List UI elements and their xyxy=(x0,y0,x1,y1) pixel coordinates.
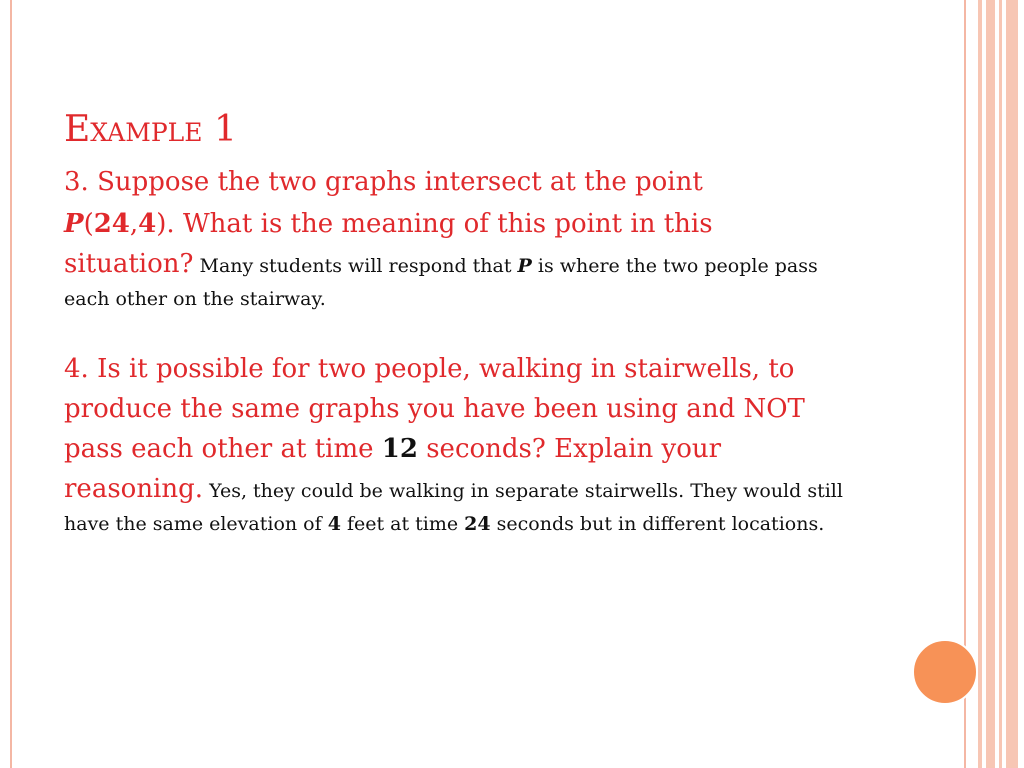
question-3-rest: . What is the meaning of this point in this xyxy=(166,209,713,239)
slide-content xyxy=(64,108,864,540)
comma: , xyxy=(129,209,139,239)
slide-title: Example 1 xyxy=(64,109,237,150)
answer-4-time: 24 xyxy=(464,513,491,535)
answer-4-part-c: seconds but in different locations. xyxy=(490,513,825,535)
question-4-text-a: 4. Is it possible for two people, walking in stairwells, to produce the same graphs you have been using and NOT pass each other at time xyxy=(64,354,805,464)
point-x: 24 xyxy=(93,209,130,239)
question-3-end: situation? xyxy=(64,249,194,279)
paren-close: ) xyxy=(156,209,167,239)
decorative-stripe xyxy=(986,0,995,768)
paren-open: ( xyxy=(83,209,94,239)
question-4 xyxy=(64,349,864,540)
answer-3-part-a: Many students will respond that xyxy=(193,255,518,277)
decorative-stripe xyxy=(978,0,982,768)
answer-3-part-b: is where the two people pass each other on the stairway. xyxy=(64,255,818,310)
question-4-text-b: seconds? Explain your reasoning. xyxy=(64,434,722,504)
point-y: 4 xyxy=(138,209,157,239)
question-4-time: 12 xyxy=(381,434,418,464)
decorative-stripe xyxy=(1006,0,1018,768)
answer-4-part-a: Yes, they could be walking in separate stairwells. They would still have the same elevation of xyxy=(64,480,843,535)
answer-4-part-b: feet at time xyxy=(340,513,465,535)
decorative-stripe xyxy=(999,0,1002,768)
decorative-circle xyxy=(912,639,978,705)
answer-3-variable: P xyxy=(517,255,532,277)
point-variable: P xyxy=(64,209,84,239)
answer-4-elevation: 4 xyxy=(327,513,341,535)
question-3 xyxy=(64,160,864,315)
question-3-line1: 3. Suppose the two graphs intersect at the point xyxy=(64,167,703,197)
